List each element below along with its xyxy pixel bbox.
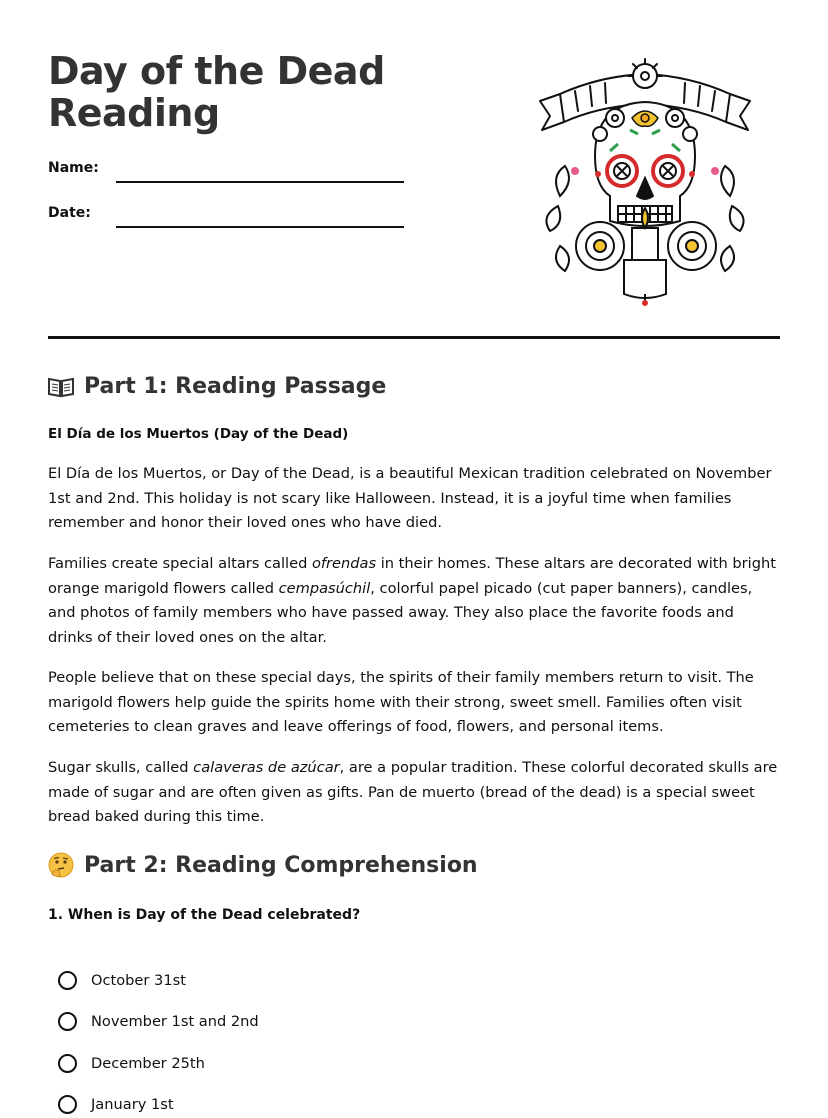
sugar-skull-illustration (520, 56, 770, 306)
title-line-1: Day of the Dead (48, 49, 385, 93)
p2-text-b: in their homes. These altars are decorated with bright orange marigold flowers called (48, 555, 776, 597)
question-1: 1. When is Day of the Dead celebrated? (48, 907, 361, 923)
part2-heading-text: Part 2: Reading Comprehension (84, 852, 478, 878)
passage-paragraph-1: El Día de los Muertos, or Day of the Dead, is a beautiful Mexican tradition celebrated on November 1st and 2nd. This holiday is not scary like Halloween. Instead, it is a joyful time when families remember and honor their loved ones who have died. (48, 465, 772, 532)
section-divider (48, 336, 780, 339)
open-book-icon (48, 376, 74, 398)
answer-option-november-1st-2nd[interactable] (58, 1012, 259, 1031)
answer-option-january-1st[interactable] (58, 1095, 174, 1114)
page-title (48, 50, 385, 134)
option-label: December 25th (91, 1055, 205, 1072)
title-line-2: Reading (48, 91, 220, 135)
answer-option-october-31st[interactable] (58, 971, 186, 990)
p2-text-c: , colorful papel picado (cut paper banners), candles, and photos of family members who have passed away. They also place the favorite foods and drinks of their loved ones on the altar. (48, 579, 753, 646)
radio-button[interactable] (58, 971, 77, 990)
option-label: October 31st (91, 972, 186, 989)
answer-option-december-25th[interactable] (58, 1054, 205, 1073)
thinking-face-icon (48, 852, 74, 878)
passage-paragraph-3: People believe that on these special days, the spirits of their family members return to visit. The marigold flowers help guide the spirits home with their strong, sweet smell. Families often visit cemeteries to clean graves and leave offerings of food, flowers, and personal items. (48, 669, 754, 736)
name-field-line[interactable] (116, 181, 404, 183)
name-label: Name: (48, 160, 99, 176)
date-label: Date: (48, 205, 91, 221)
p4-text-a: Sugar skulls, called (48, 759, 194, 776)
passage-paragraph-4 (48, 756, 783, 830)
part1-heading-text: Part 1: Reading Passage (84, 374, 387, 399)
radio-button[interactable] (58, 1095, 77, 1114)
radio-button[interactable] (58, 1012, 77, 1031)
option-label: January 1st (91, 1096, 174, 1113)
p4-term-calaveras: calaveras de azúcar (193, 759, 340, 776)
radio-button[interactable] (58, 1054, 77, 1073)
p4-text-b: , are a popular tradition. These colorful decorated skulls are made of sugar and are often given as gifts. Pan de muerto (bread of the dead) is a special sweet bread baked during this time. (48, 759, 778, 826)
option-label: November 1st and 2nd (91, 1013, 259, 1030)
p2-text-a: Families create special altars called (48, 555, 312, 572)
part2-heading (48, 852, 478, 878)
passage-title: El Día de los Muertos (Day of the Dead) (48, 426, 349, 442)
passage-paragraph-2 (48, 552, 783, 650)
date-field-line[interactable] (116, 226, 404, 228)
p2-term-ofrendas: ofrendas (311, 555, 377, 572)
part1-heading (48, 374, 386, 399)
p2-term-cempasuchil: cempasúchil (278, 579, 371, 597)
